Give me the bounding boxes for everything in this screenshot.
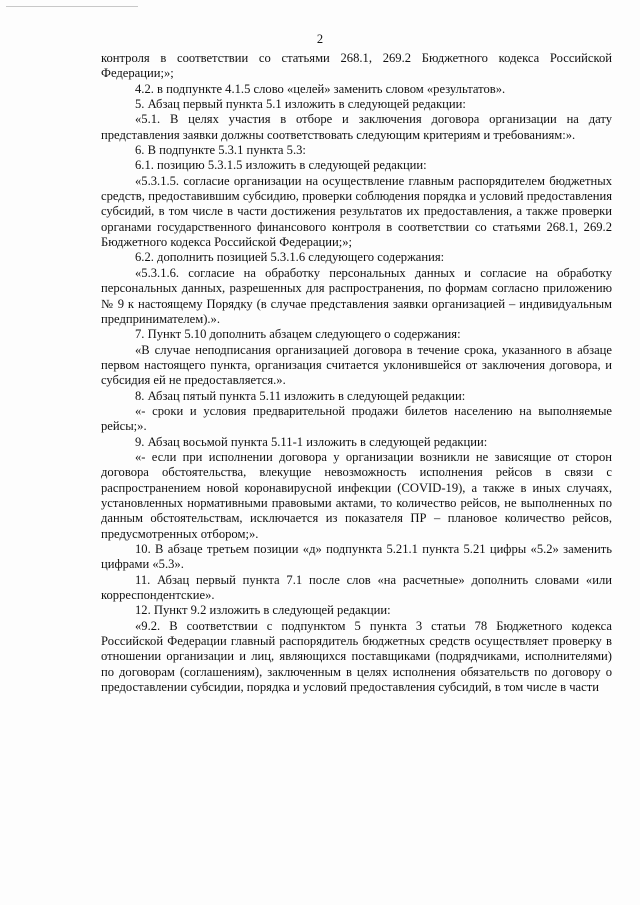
paragraph: 6.2. дополнить позицией 5.3.1.6 следующего содержания: <box>135 250 445 265</box>
paragraph: контроля в соответствии со статьями 268.1, 269.2 Бюджетного кодекса Российской Федерации;»; <box>101 51 612 81</box>
paragraph: 11. Абзац первый пункта 7.1 после слов «на расчетные» дополнить словами «или корреспондентские». <box>101 572 612 603</box>
paragraph: «5.3.1.6. согласие на обработку персональных данных и согласие на обработку персональных данных, разрешенных для распространения, по формам согласно приложению № 9 к настоящему Порядку (в случае представления заявки организацией – индивидуальным предпринимателем).». <box>101 265 612 326</box>
paragraph: 10. В абзаце третьем позиции «д» подпункта 5.21.1 пункта 5.21 цифры «5.2» заменить цифрами «5.3». <box>101 542 612 572</box>
paragraph: 4.2. в подпункте 4.1.5 слово «целей» заменить словом «результатов». <box>135 81 506 96</box>
scan-edge-line <box>6 6 138 7</box>
paragraph: «- сроки и условия предварительной продажи билетов населению на выполняемые рейсы;». <box>101 403 612 434</box>
paragraph: 7. Пункт 5.10 дополнить абзацем следующего о содержания: <box>135 327 461 342</box>
paragraph: «5.1. В целях участия в отборе и заключения договора организации на дату представления заявки должны соответствовать следующим критериям и требованиям:». <box>101 112 612 142</box>
paragraph: «В случае неподписания организацией договора в течение срока, указанного в абзаце первом настоящего пункта, организация считается уклонившейся от заключения договора, и субсидия ей не предоставляется.». <box>101 342 612 388</box>
paragraph: 8. Абзац пятый пункта 5.11 изложить в следующей редакции: <box>135 388 466 403</box>
document-body <box>101 51 612 695</box>
paragraph: 12. Пункт 9.2 изложить в следующей редакции: <box>135 603 391 618</box>
paragraph: «- если при исполнении договора у организации возникли не зависящие от сторон договора обстоятельства, влекущие невозможность исполнения рейсов в связи с распространением новой коронавирусной инфекции (COVID-19), а также в иных случаях, установленных нормативными правовыми актами, то количество рейсов, не выполненных по данным обстоятельствам, исключается из показателя ПР – плановое количество рейсов, предусмотренных отбором;». <box>101 449 612 541</box>
paragraph: «9.2. В соответствии с подпунктом 5 пункта 3 статьи 78 Бюджетного кодекса Российской Федерации главный распорядитель бюджетных средств осуществляет проверку в отношении организации и лиц, являющихся поставщиками (подрядчиками, исполнителями) по договорам (соглашениям), заключенным в целях исполнения обязательств по договору о предоставлении субсидии, порядка и условий предоставления субсидий, в том числе в части <box>101 618 612 695</box>
paragraph: «5.3.1.5. согласие организации на осуществление главным распорядителем бюджетных средств, предоставившим субсидию, проверки соблюдения порядка и условий предоставления субсидий, в том числе в части достижения результатов их предоставления, а также проверки органами государственного финансового контроля в соответствии со статьями 268.1, 269.2 Бюджетного кодекса Российской Федерации;»; <box>101 173 612 250</box>
page-number: 2 <box>316 32 324 46</box>
paragraph: 5. Абзац первый пункта 5.1 изложить в следующей редакции: <box>135 97 466 112</box>
paragraph: 6. В подпункте 5.3.1 пункта 5.3: <box>135 143 306 158</box>
paragraph: 6.1. позицию 5.3.1.5 изложить в следующей редакции: <box>135 158 427 173</box>
paragraph: 9. Абзац восьмой пункта 5.11-1 изложить в следующей редакции: <box>135 434 488 449</box>
